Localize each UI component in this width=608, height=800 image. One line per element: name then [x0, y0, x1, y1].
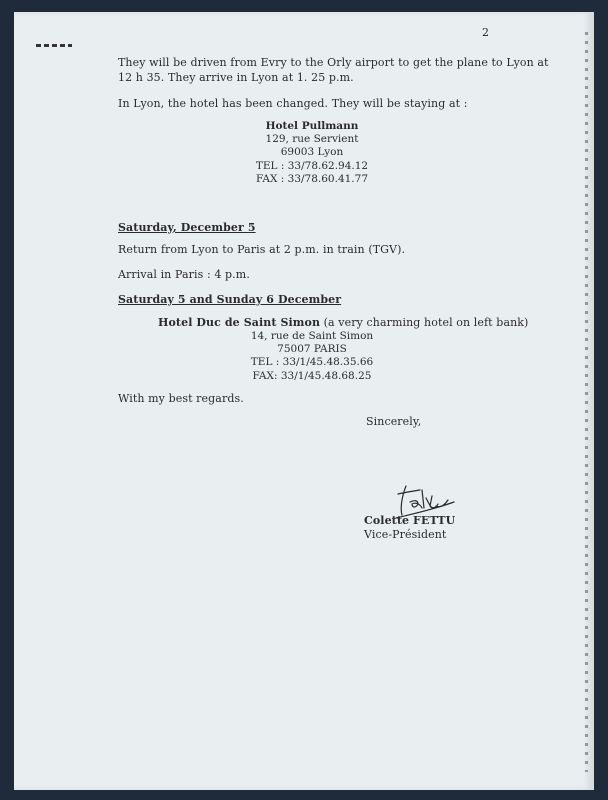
- scan-mark: [36, 44, 72, 47]
- para2: In Lyon, the hotel has been changed. They will be staying at :: [118, 97, 468, 110]
- hotel2-street: 14, rue de Saint Simon: [250, 330, 374, 342]
- hotel2-block: [212, 330, 412, 383]
- hotel2-name: Hotel Duc de Saint Simon: [158, 316, 321, 329]
- hotel1-name: Hotel Pullmann: [265, 120, 359, 132]
- hotel2-tel: TEL : 33/1/45.48.35.66: [250, 356, 374, 369]
- signer-name: Colette FETTU: [364, 514, 456, 527]
- hotel1-city: 69003 Lyon: [280, 146, 344, 159]
- closing: With my best regards.: [118, 392, 244, 405]
- page-number: 2: [482, 26, 489, 39]
- document-page: [14, 12, 594, 790]
- hotel2-name-line: [158, 316, 528, 329]
- section1-line1: Return from Lyon to Paris at 2 p.m. in train (TGV).: [118, 243, 406, 256]
- section1-heading: Saturday, December 5: [118, 221, 256, 234]
- para1-line2: 12 h 35. They arrive in Lyon at 1. 25 p.m.: [118, 71, 354, 84]
- hotel1-tel: TEL : 33/78.62.94.12: [255, 159, 369, 172]
- hotel2-note: (a very charming hotel on left bank): [320, 316, 529, 329]
- scan-edge-marks: [585, 32, 588, 772]
- hotel1-fax: FAX : 33/78.60.41.77: [256, 172, 368, 185]
- para1-line1: They will be driven from Evry to the Orly airport to get the plane to Lyon at: [118, 56, 549, 69]
- hotel1-street: 129, rue Servient: [265, 133, 359, 146]
- section1-line2: Arrival in Paris : 4 p.m.: [118, 268, 250, 281]
- hotel2-fax: FAX: 33/1/45.48.68.25: [252, 369, 372, 382]
- sincerely: Sincerely,: [366, 415, 422, 428]
- section2-heading: Saturday 5 and Sunday 6 December: [118, 293, 342, 306]
- hotel1-block: [212, 120, 412, 186]
- signer-title: Vice-Président: [364, 528, 447, 541]
- hotel2-city: 75007 PARIS: [277, 343, 347, 356]
